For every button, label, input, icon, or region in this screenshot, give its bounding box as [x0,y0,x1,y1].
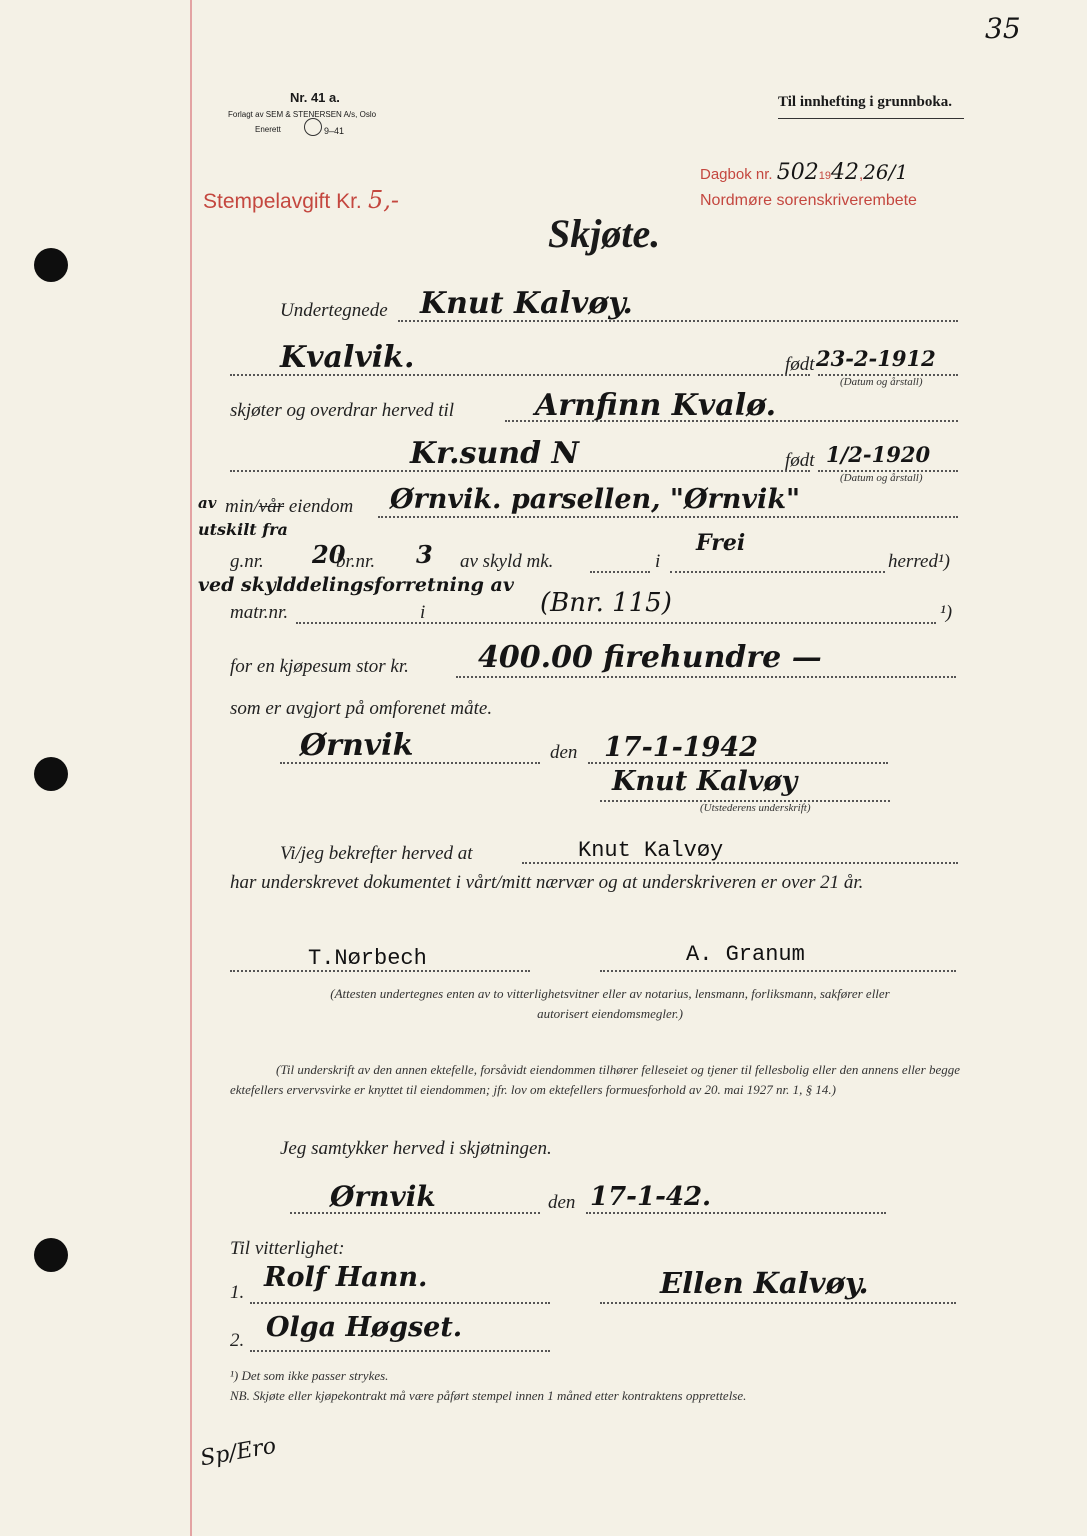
attest-line1-label: Vi/jeg bekrefter herved at [280,843,473,864]
punch-hole-top [34,248,68,282]
municipality-value: Frei [696,530,746,556]
buyer-value: Arnfinn Kvalø. [535,388,777,423]
prop-label-eiendom: eiendom [288,496,354,517]
gnr-label: g.nr. [230,551,264,572]
matr-value: (Bnr. 115) [540,588,672,618]
born-label-2: født [785,450,815,471]
property-line [378,516,958,518]
witness1-name: T.Nørbech [308,946,427,971]
prop-label-min: min/ [225,496,259,517]
matr-note: ¹) [940,602,953,623]
binding-note: Til innhefting i grunnboka. [778,94,952,110]
attest-signer-name: Knut Kalvøy [578,838,724,863]
price-label: for en kjøpesum stor kr. [230,656,409,677]
matr-label: matr.nr. [230,602,289,623]
spouse-place-value: Ørnvik [330,1180,436,1213]
spouse-date-line [586,1212,886,1214]
journal-year-prefix: 19 [818,170,831,182]
spouse-date-value: 17-1-42. [590,1182,712,1212]
form-seal-icon [304,118,322,136]
journal-date: 26/1 [863,160,909,184]
division-hand: ved skylddelingsforretning av [198,574,514,596]
signature-value: Knut Kalvøy [612,766,798,797]
spouse-den-label: den [548,1192,576,1213]
w2-value: Olga Høgset. [266,1312,463,1343]
journal-label: Dagbok nr. [700,166,773,183]
attest-note: (Attesten undertegnes enten av to vitterlighetsvitner eller av notarius, lensmann, forliksmann, sakfører eller autorisert eiendomsmegler.) [330,986,890,1021]
journal-number: 502 [776,160,819,185]
document-title: Skjøte. [548,211,661,256]
brnr-value: 3 [416,540,433,569]
gnr-value: 20 [312,540,346,569]
brnr-label: br.nr. [336,551,376,572]
footnote-1: ¹) Det som ikke passer strykes. [230,1368,389,1383]
page-number: 35 [985,12,1021,45]
matr-i: i [420,602,426,623]
binding-note-rule [778,118,964,119]
property-value: Ørnvik. parsellen, "Ørnvik" [390,484,801,515]
form-publisher: Forlagt av SEM & STENERSEN A/s, Oslo [228,110,377,119]
margin-line [190,0,192,1536]
place-value: Ørnvik [300,728,414,763]
undersigned-label: Undertegnede [280,300,388,321]
matr-line [296,622,936,624]
undersigned-value: Knut Kalvøy. [420,286,633,321]
skyld-label: av skyld mk. [460,551,554,572]
den-label: den [550,742,578,763]
spouse-note: (Til underskrift av den annen ektefelle, forsåvidt eiendommen tilhører felleseiet og tjener til fellesbolig eller den annens eller begge ektefellers ervervsvirke er knyttet til eiendommen; jfr. lov om ektefellers formuesforhold av 20. mai 1927 nr. 1, § 14.) [230,1062,960,1097]
form-edition: 9–41 [324,126,345,136]
w1-num: 1. [230,1282,245,1303]
journal-year: 42 [830,160,859,185]
spouse-signature-line [600,1302,956,1304]
stamp-duty-value: 5,- [368,186,400,214]
herred-label: herred¹) [888,551,950,572]
price-line [456,676,956,678]
skyld-line [590,571,650,573]
date-hint-2: (Datum og årstall) [840,472,923,484]
transfer-label: skjøter og overdrar herved til [230,400,455,421]
prop-label [225,496,353,518]
form-rights: Enerett [255,125,281,134]
w1-line [250,1302,550,1304]
spouse-signature: Ellen Kalvøy. [660,1266,869,1300]
journal-stamp [700,160,908,185]
w2-num: 2. [230,1330,245,1351]
attest-line2: har underskrevet dokumentet i vårt/mitt nærvær og at underskriveren er over 21 år. [230,872,864,893]
office-stamp: Nordmøre sorenskriverembete [700,192,917,209]
bottom-initials: Sp/Ero [198,1433,278,1472]
signature-hint: (Utstederens underskrift) [700,802,811,814]
born-label-1: født [785,354,815,375]
price-value: 400.00 firehundre — [478,640,822,675]
witness2-name: A. Granum [686,942,805,967]
residence-value: Kvalvik. [280,340,415,375]
witness-label: Til vitterlighet: [230,1238,345,1259]
born-value-2: 1/2-1920 [826,442,931,467]
punch-hole-bottom [34,1238,68,1272]
prop-label-var: vår [258,496,285,517]
journal-sep: , [858,166,864,183]
footnote-nb: NB. Skjøte eller kjøpekontrakt må være påført stempel innen 1 måned etter kontraktens opprettelse. [230,1388,747,1403]
date-value: 17-1-1942 [604,732,758,763]
consent-text: Jeg samtykker herved i skjøtningen. [280,1138,552,1159]
born-value-1: 23-2-1912 [816,346,936,371]
i-label: i [655,551,661,572]
separated-hand: utskilt fra [198,520,288,539]
form-number: Nr. 41 a. [290,90,340,105]
w2-line [250,1350,550,1352]
settled-text: som er avgjort på omforenet måte. [230,698,493,719]
municipality-line [670,571,885,573]
buyer-place-value: Kr.sund N [410,436,579,471]
w1-value: Rolf Hann. [264,1262,428,1293]
date-hint-1: (Datum og årstall) [840,376,923,388]
punch-hole-middle [34,757,68,791]
witness2-line [600,970,956,972]
stamp-duty-label: Stempelavgift Kr. [203,190,362,213]
prop-prefix-hand: av [198,494,217,512]
